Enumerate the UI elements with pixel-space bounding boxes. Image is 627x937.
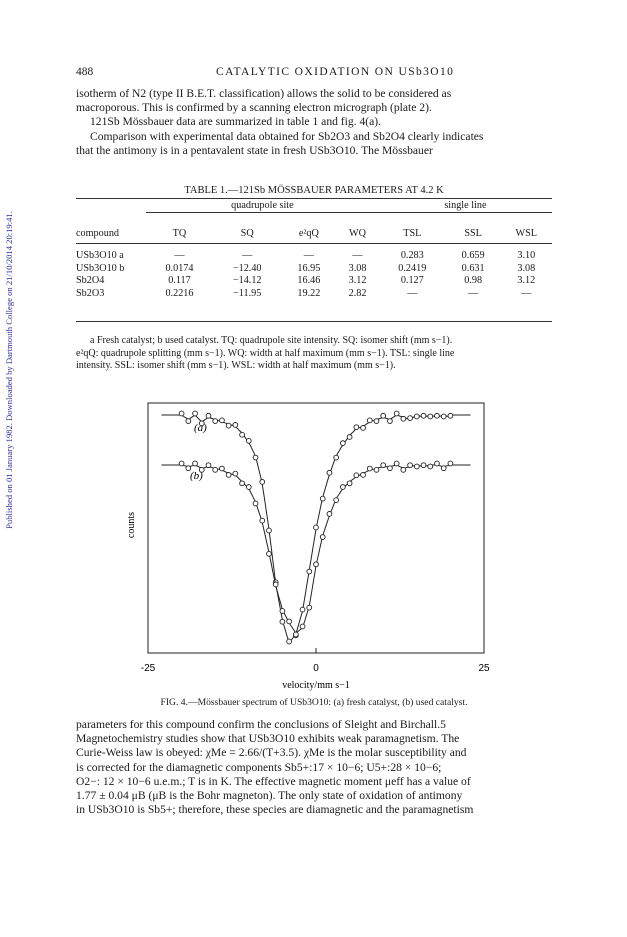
table-cell: — bbox=[242, 250, 253, 262]
column-header: WQ bbox=[349, 228, 366, 239]
text-line: Curie-Weiss law is obeyed: χMe = 2.66/(T+3.5). χMe is the molar susceptibility and bbox=[76, 746, 467, 760]
table-cell: 0.283 bbox=[400, 250, 424, 262]
series-a-point bbox=[300, 607, 305, 612]
table-cell: USb3O10 a bbox=[76, 250, 124, 262]
intro-paragraph bbox=[76, 87, 552, 158]
series-a-point bbox=[233, 423, 238, 428]
table-cell: 0.631 bbox=[461, 262, 485, 274]
series-a-point bbox=[401, 416, 406, 421]
series-a-point bbox=[347, 435, 352, 440]
series-a-point bbox=[421, 413, 426, 418]
table-cell: 3.08 bbox=[517, 262, 536, 274]
column-header: WSL bbox=[515, 228, 538, 239]
series-b-point bbox=[293, 632, 298, 637]
series-a-point bbox=[388, 419, 393, 424]
spectrum-chart bbox=[120, 395, 500, 695]
table-cell: 16.46 bbox=[297, 275, 321, 287]
series-a-point bbox=[381, 413, 386, 418]
series-b-point bbox=[327, 512, 332, 517]
x-tick-label: 0 bbox=[313, 663, 319, 674]
series-b-point bbox=[354, 473, 359, 478]
table-cell: — bbox=[174, 250, 185, 262]
series-a-point bbox=[320, 496, 325, 501]
series-a-point bbox=[287, 639, 292, 644]
chart-marks bbox=[161, 411, 470, 644]
table-cell: −11.95 bbox=[233, 287, 262, 299]
mossbauer-table bbox=[76, 199, 552, 300]
table-cell: 3.10 bbox=[517, 250, 536, 262]
series-a-point bbox=[340, 441, 345, 446]
series-b-point bbox=[300, 624, 305, 629]
series-b-point bbox=[334, 498, 339, 503]
table-cell: 0.117 bbox=[168, 275, 191, 287]
table-cell: — bbox=[468, 287, 479, 299]
series-a-point bbox=[267, 528, 272, 533]
series-b-point bbox=[260, 518, 265, 523]
table-cell: 3.08 bbox=[348, 262, 367, 274]
running-title: CATALYTIC OXIDATION ON USb3O10 bbox=[216, 66, 455, 78]
series-a-point bbox=[414, 414, 419, 419]
series-b-point bbox=[374, 467, 379, 472]
y-axis-label: counts bbox=[126, 511, 137, 539]
table-cell: −14.12 bbox=[232, 275, 262, 287]
series-b-point bbox=[428, 464, 433, 469]
table-cell: — bbox=[303, 250, 314, 262]
series-a-point bbox=[260, 480, 265, 485]
table-cell: 3.12 bbox=[517, 275, 536, 287]
column-header: SSL bbox=[464, 228, 482, 239]
body-paragraph bbox=[76, 718, 552, 817]
series-b-point bbox=[441, 466, 446, 471]
series-b-point bbox=[240, 481, 245, 486]
mossbauer-figure bbox=[120, 395, 500, 695]
series-b-point bbox=[253, 501, 258, 506]
series-a-point bbox=[280, 619, 285, 624]
series-a-point bbox=[213, 419, 218, 424]
table-cell: — bbox=[407, 287, 418, 299]
column-header: TQ bbox=[172, 228, 187, 239]
column-header: SQ bbox=[240, 228, 254, 239]
series-b-point bbox=[233, 471, 238, 476]
table-caption: TABLE 1.—121Sb MÖSSBAUER PARAMETERS AT 4.2 K bbox=[184, 185, 444, 196]
series-a-point bbox=[408, 416, 413, 421]
text-line: parameters for this compound confirm the conclusions of Sleight and Birchall.5 bbox=[76, 718, 446, 731]
table-notes bbox=[76, 335, 552, 373]
x-tick-label: 25 bbox=[478, 663, 490, 674]
table-cell: Sb2O3 bbox=[76, 287, 105, 299]
text-line: 121Sb Mössbauer data are summarized in table 1 and fig. 4(a). bbox=[90, 115, 382, 129]
group-header-row bbox=[76, 199, 552, 212]
series-b-point bbox=[448, 461, 453, 466]
table-cell: 0.98 bbox=[464, 275, 483, 287]
series-b-point bbox=[314, 562, 319, 567]
x-tick-label: -25 bbox=[140, 663, 156, 674]
series-b-curve bbox=[161, 465, 470, 633]
series-b-point bbox=[320, 535, 325, 540]
table-cell: 2.82 bbox=[348, 287, 367, 299]
series-b-point bbox=[246, 485, 251, 490]
table-cell: 0.127 bbox=[400, 275, 424, 287]
table-cell: 0.0174 bbox=[165, 262, 194, 274]
series-b-point bbox=[280, 609, 285, 614]
series-b-point bbox=[307, 605, 312, 610]
figure-caption: FIG. 4.—Mössbauer spectrum of USb3O10: (a) fresh catalyst, (b) used catalyst. bbox=[160, 697, 468, 708]
series-a-point bbox=[334, 455, 339, 460]
series-b-point bbox=[273, 582, 278, 587]
table-cell: 0.659 bbox=[461, 250, 485, 262]
x-axis-label: velocity/mm s−1 bbox=[282, 680, 350, 691]
series-a-point bbox=[226, 423, 231, 428]
series-a-point bbox=[361, 426, 366, 431]
series-a-point bbox=[374, 419, 379, 424]
series-a-point bbox=[206, 413, 211, 418]
series-a-point bbox=[246, 438, 251, 443]
series-b-point bbox=[193, 461, 198, 466]
table-cell: Sb2O4 bbox=[76, 275, 105, 287]
series-b-point bbox=[179, 461, 184, 466]
table-row bbox=[76, 262, 552, 275]
series-b-point bbox=[340, 485, 345, 490]
series-a-point bbox=[367, 418, 372, 423]
table-row bbox=[76, 275, 552, 288]
series-a-point bbox=[240, 432, 245, 437]
text-line: macroporous. This is confirmed by a scanning electron micrograph (plate 2). bbox=[76, 101, 432, 115]
series-b-point bbox=[381, 463, 386, 468]
series-b-point bbox=[347, 481, 352, 486]
page-number: 488 bbox=[76, 66, 94, 78]
note-line: a Fresh catalyst; b used catalyst. TQ: quadrupole site intensity. SQ: isomer shift (mm s−1). bbox=[90, 335, 453, 346]
table-cell: −12.40 bbox=[232, 262, 262, 274]
table-cell: USb3O10 b bbox=[76, 262, 125, 274]
series-a-point bbox=[307, 569, 312, 574]
sidenote-text: Published on 01 January 1982. Downloaded by Dartmouth College on 21/10/2014 20:19:41. bbox=[4, 211, 14, 529]
table-cell: 0.2419 bbox=[398, 262, 427, 274]
series-a-point bbox=[327, 470, 332, 475]
table-row bbox=[76, 250, 552, 263]
curve-label-b: (b) bbox=[190, 470, 203, 482]
series-a-point bbox=[253, 455, 258, 460]
text-line: in USb3O10 is Sb5+; therefore, these species are diamagnetic and the paramagnetism bbox=[76, 803, 474, 817]
series-b-point bbox=[408, 463, 413, 468]
series-b-point bbox=[220, 466, 225, 471]
series-a-point bbox=[193, 411, 198, 416]
note-line: e²qQ: quadrupole splitting (mm s−1). WQ: width at half maximum (mm s−1). TSL: single line bbox=[76, 347, 455, 359]
series-b-point bbox=[401, 467, 406, 472]
series-a-point bbox=[354, 425, 359, 430]
note-line: intensity. SSL: isomer shift (mm s−1). WSL: width at half maximum (mm s−1). bbox=[76, 360, 396, 371]
text-line: 1.77 ± 0.04 μB (μB is the Bohr magneton). The only state of oxidation of antimony bbox=[76, 789, 463, 803]
text-line: Magnetochemistry studies show that USb3O10 exhibits weak paramagnetism. The bbox=[76, 732, 460, 746]
table-cell: 16.95 bbox=[297, 262, 321, 274]
text-line: that the antimony is in a pentavalent state in fresh USb3O10. The Mössbauer bbox=[76, 143, 433, 157]
series-a-point bbox=[441, 414, 446, 419]
series-b-point bbox=[388, 466, 393, 471]
series-a-point bbox=[179, 411, 184, 416]
group-header: single line bbox=[444, 199, 487, 211]
series-b-point bbox=[206, 463, 211, 468]
table-cell: — bbox=[521, 287, 532, 299]
column-header: e²qQ bbox=[298, 228, 319, 239]
text-line: O2−: 12 × 10−6 u.e.m.; T is in K. The effective magnetic moment μeff has a value of bbox=[76, 774, 471, 788]
column-header: compound bbox=[76, 228, 120, 239]
series-a-point bbox=[428, 414, 433, 419]
group-header: quadrupole site bbox=[231, 199, 294, 211]
column-header-row bbox=[76, 225, 552, 244]
curve-label-a: (a) bbox=[194, 422, 207, 434]
table-bottom-rule bbox=[76, 321, 552, 322]
series-a-point bbox=[435, 413, 440, 418]
series-a-point bbox=[186, 419, 191, 424]
column-header: TSL bbox=[403, 228, 422, 239]
text-line: Comparison with experimental data obtained for Sb2O3 and Sb2O4 clearly indicates bbox=[90, 129, 484, 143]
publication-sidenote bbox=[0, 150, 18, 590]
table-row bbox=[76, 287, 552, 300]
page-header bbox=[76, 66, 552, 82]
series-b-point bbox=[414, 464, 419, 469]
table-cell: 0.2216 bbox=[165, 287, 194, 299]
series-a-point bbox=[448, 413, 453, 418]
series-b-point bbox=[267, 551, 272, 556]
series-a-point bbox=[220, 418, 225, 423]
table-cell: 19.22 bbox=[297, 287, 321, 299]
series-b-point bbox=[361, 473, 366, 478]
series-b-point bbox=[435, 461, 440, 466]
series-a-point bbox=[394, 411, 399, 416]
table-cell: — bbox=[352, 250, 363, 262]
series-b-point bbox=[213, 467, 218, 472]
series-b-point bbox=[367, 466, 372, 471]
table-cell: 3.12 bbox=[348, 275, 367, 287]
series-b-point bbox=[287, 619, 292, 624]
series-a-point bbox=[314, 525, 319, 530]
series-b-point bbox=[226, 473, 231, 478]
text-line: is corrected for the diamagnetic components Sb5+:17 × 10−6; U5+:28 × 10−6; bbox=[76, 760, 442, 774]
text-line: isotherm of N2 (type II B.E.T. classification) allows the solid to be considered as bbox=[76, 87, 452, 100]
series-b-point bbox=[421, 463, 426, 468]
series-b-point bbox=[394, 461, 399, 466]
